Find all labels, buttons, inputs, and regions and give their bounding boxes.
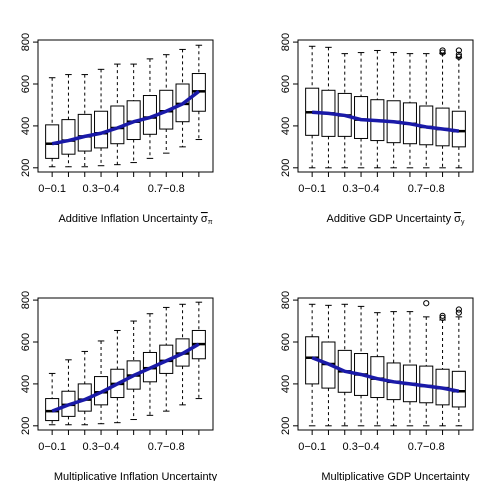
y-tick-label: 600 — [20, 332, 32, 352]
box-body — [95, 111, 108, 148]
x-tick-label: 0.3−0.4 — [342, 183, 380, 195]
x-tick-label: 0.3−0.4 — [82, 441, 120, 453]
box-2 — [62, 75, 75, 167]
box-body — [62, 120, 75, 155]
y-tick-label: 400 — [280, 374, 292, 394]
y-tick-label: 400 — [280, 116, 292, 136]
chart-panel-2 — [280, 33, 473, 226]
box-6 — [387, 312, 400, 426]
outlier-point — [456, 310, 461, 315]
x-tick-label: 0.3−0.4 — [82, 183, 120, 195]
box-8 — [420, 317, 433, 426]
box-5 — [111, 330, 124, 422]
y-tick-label: 400 — [20, 116, 32, 136]
box-7 — [143, 59, 156, 159]
box-2 — [322, 47, 335, 167]
x-tick-label: 0−0.1 — [38, 183, 67, 195]
y-tick-label: 600 — [280, 332, 292, 352]
box-3 — [338, 304, 351, 426]
x-tick-label: 0.3−0.4 — [342, 441, 380, 453]
box-5 — [371, 313, 384, 426]
x-tick-label: 0.7−0.8 — [407, 183, 445, 195]
y-tick-label: 800 — [20, 290, 32, 310]
box-9 — [436, 54, 449, 168]
box-4 — [95, 69, 108, 165]
box-8 — [160, 55, 173, 153]
y-tick-label: 800 — [20, 32, 32, 52]
box-10 — [452, 317, 465, 426]
box-4 — [355, 53, 368, 168]
x-axis-label-text: Additive Inflation Uncertainty — [58, 213, 198, 225]
box-9 — [436, 320, 449, 426]
box-6 — [127, 64, 140, 162]
box-7 — [403, 312, 416, 426]
box-6 — [127, 321, 140, 419]
x-tick-label: 0−0.1 — [38, 441, 67, 453]
box-3 — [338, 54, 351, 168]
y-tick-label: 600 — [20, 74, 32, 94]
x-tick-label: 0−0.1 — [298, 441, 327, 453]
x-tick-label: 0.7−0.8 — [147, 441, 185, 453]
box-7 — [403, 54, 416, 168]
box-1 — [306, 304, 319, 426]
x-tick-label: 0−0.1 — [298, 183, 327, 195]
box-6 — [387, 53, 400, 168]
box-body — [78, 114, 91, 151]
box-9 — [176, 49, 189, 146]
box-1 — [306, 46, 319, 168]
box-10 — [452, 58, 465, 168]
x-axis-label-text: Multiplicative Inflation Uncertainty — [53, 471, 218, 481]
x-axis-label-symbol-subscript: π — [207, 219, 213, 226]
y-tick-label: 200 — [20, 416, 32, 435]
outlier-point — [424, 301, 429, 306]
y-tick-label: 200 — [20, 158, 32, 177]
x-tick-label: 0.7−0.8 — [407, 441, 445, 453]
y-tick-label: 400 — [20, 374, 32, 394]
box-2 — [62, 360, 75, 425]
x-axis-label-symbol-subscript: y — [460, 219, 465, 226]
x-axis-label — [327, 213, 465, 226]
x-axis-label — [54, 471, 218, 481]
box-3 — [78, 351, 91, 424]
box-4 — [95, 341, 108, 424]
box-3 — [78, 75, 91, 167]
chart-panel-4 — [280, 291, 473, 481]
x-tick-label: 0.7−0.8 — [147, 183, 185, 195]
box-5 — [371, 50, 384, 167]
y-tick-label: 800 — [280, 290, 292, 310]
box-1 — [46, 78, 59, 167]
x-axis-label-symbol: σ — [200, 213, 208, 225]
box-4 — [355, 306, 368, 425]
box-8 — [420, 54, 433, 168]
x-axis-label — [321, 471, 470, 481]
x-axis-label-text: Additive GDP Uncertainty — [326, 213, 452, 225]
box-10 — [192, 302, 205, 398]
chart-panel-3 — [20, 291, 218, 481]
y-tick-label: 200 — [280, 158, 292, 177]
y-tick-label: 200 — [280, 416, 292, 435]
x-axis-label-text: Multiplicative GDP Uncertainty — [321, 471, 470, 481]
box-1 — [46, 373, 59, 424]
x-axis-label — [58, 213, 212, 226]
y-tick-label: 600 — [280, 74, 292, 94]
x-axis-label-symbol: σ — [454, 213, 461, 225]
chart-panel-1 — [20, 33, 213, 226]
box-5 — [111, 64, 124, 165]
y-tick-label: 800 — [280, 32, 292, 52]
